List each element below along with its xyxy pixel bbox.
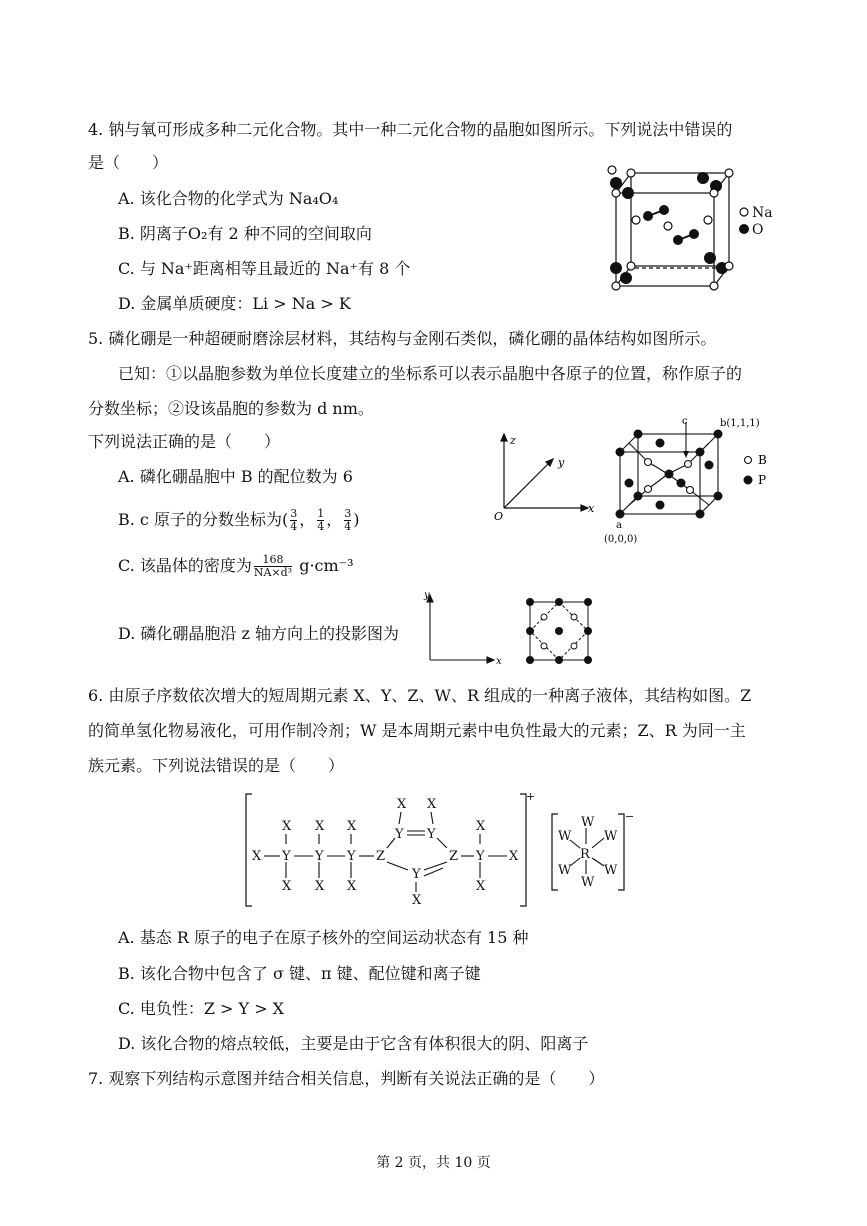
svg-text:W: W	[604, 829, 618, 844]
q5-option-b-suffix: )	[353, 510, 360, 529]
label-a: a	[616, 520, 622, 531]
legend-b-label: B	[758, 453, 767, 467]
svg-text:X: X	[282, 819, 292, 834]
label-c: c	[682, 416, 688, 427]
svg-text:Y: Y	[476, 849, 485, 864]
q5-option-c-num: 168	[262, 553, 284, 566]
legend-o-label: O	[752, 222, 764, 238]
svg-text:+: +	[526, 790, 536, 803]
q7-stem: 7. 观察下列结构示意图并结合相关信息，判断有关说法正确的是（ ）	[88, 1069, 605, 1088]
svg-text:X: X	[427, 797, 437, 812]
q4-option-b: B. 阴离子O₂有 2 种不同的空间取向	[118, 224, 372, 243]
svg-text:Y: Y	[347, 849, 356, 864]
q5-known-line1: 已知：①以晶胞参数为单位长度建立的坐标系可以表示晶胞中各原子的位置，称作原子的	[118, 364, 743, 383]
proj-axis-y: y	[424, 590, 430, 601]
q6-stem-line1: 6. 由原子序数依次增大的短周期元素 X、Y、Z、W、R 组成的一种离子液体，其结构如图。Z	[88, 686, 752, 705]
q5-option-c-den: NA×d³	[253, 566, 293, 579]
label-b-coord: b(1,1,1)	[720, 418, 760, 429]
svg-text:Z: Z	[376, 849, 386, 864]
q6-option-a: A. 基态 R 原子的电子在原子核外的空间运动状态有 15 种	[118, 928, 529, 947]
q6-option-b: B. 该化合物中包含了 σ 键、π 键、配位键和离子键	[118, 964, 481, 983]
q5-option-b: B. c 原子的分数坐标为( $\frac{3}{4}$ ， $\frac{1}{4}$ ， $\frac{3}{4}$ )	[118, 507, 360, 533]
q4-stem-line2: 是（ ）	[88, 153, 169, 172]
svg-text:Y: Y	[412, 867, 421, 882]
q5-axes-figure	[490, 428, 600, 528]
svg-text:Y: Y	[282, 849, 291, 864]
svg-text:X: X	[397, 797, 407, 812]
svg-text:W: W	[604, 863, 618, 878]
q5-ask: 下列说法正确的是（ ）	[88, 432, 281, 451]
svg-text:W: W	[581, 815, 595, 830]
page-footer: 第 2 页，共 10 页	[376, 1155, 491, 1171]
svg-text:Y: Y	[315, 849, 324, 864]
q5-known-line2: 分数坐标；②设该晶胞的参数为 d nm。	[88, 399, 374, 418]
svg-text:X: X	[347, 879, 357, 894]
label-a-coord: (0,0,0)	[604, 534, 638, 545]
svg-text:X: X	[412, 893, 422, 908]
q4-option-c: C. 与 Na⁺距离相等且最近的 Na⁺有 8 个	[118, 259, 411, 278]
svg-text:R: R	[580, 847, 590, 862]
q5-option-c-prefix: C. 该晶体的密度为	[118, 556, 252, 575]
q6-option-d: D. 该化合物的熔点较低，主要是由于它含有体积很大的阴、阳离子	[118, 1034, 589, 1053]
svg-text:W: W	[581, 875, 595, 890]
q4-option-d: D. 金属单质硬度：Li > Na > K	[118, 294, 351, 313]
legend-na-label: Na	[752, 205, 773, 221]
svg-text:X: X	[347, 819, 357, 834]
q5-option-a: A. 磷化硼晶胞中 B 的配位数为 6	[118, 467, 353, 486]
axis-z-label: z	[510, 434, 516, 447]
svg-text:X: X	[252, 849, 262, 864]
proj-axis-x: x	[496, 656, 502, 667]
q4-unit-cell-figure	[598, 158, 808, 293]
svg-text:X: X	[476, 819, 486, 834]
svg-text:X: X	[282, 879, 292, 894]
q6-stem-line3: 族元素。下列说法错误的是（ ）	[88, 756, 345, 775]
q5-option-b-prefix: B. c 原子的分数坐标为(	[118, 510, 289, 529]
q5-option-c-unit: g·cm⁻³	[299, 556, 354, 575]
q4-option-a: A. 该化合物的化学式为 Na₄O₄	[118, 189, 339, 208]
svg-text:X: X	[315, 819, 325, 834]
svg-text:W: W	[558, 829, 572, 844]
svg-text:−: −	[625, 810, 635, 823]
svg-text:Z: Z	[449, 849, 459, 864]
q6-stem-line2: 的简单氢化物易液化，可用作制冷剂；W 是本周期元素中电负性最大的元素；Z、R 为同一主	[88, 721, 746, 740]
svg-text:X: X	[315, 879, 325, 894]
q6-structure-figure	[240, 786, 640, 916]
svg-text:W: W	[558, 863, 572, 878]
axis-o-label: O	[494, 510, 504, 523]
q5-stem: 5. 磷化硼是一种超硬耐磨涂层材料，其结构与金刚石类似，磷化硼的晶体结构如图所示。	[88, 329, 717, 348]
q6-option-c: C. 电负性：Z > Y > X	[118, 999, 285, 1018]
svg-text:Y: Y	[427, 827, 436, 842]
q5-option-d: D. 磷化硼晶胞沿 z 轴方向上的投影图为	[118, 624, 400, 643]
svg-text:Y: Y	[395, 827, 404, 842]
q5-bp-cell-figure	[598, 414, 798, 549]
q5-option-c	[118, 554, 354, 579]
q4-stem-line1: 4. 钠与氧可形成多种二元化合物。其中一种二元化合物的晶胞如图所示。下列说法中错误的	[88, 120, 733, 139]
q5-projection-figure	[418, 588, 618, 668]
legend-p-label: P	[758, 473, 767, 487]
svg-text:X: X	[509, 849, 519, 864]
svg-text:X: X	[476, 879, 486, 894]
axis-y-label: y	[558, 456, 565, 469]
axis-x-label: x	[588, 502, 595, 515]
